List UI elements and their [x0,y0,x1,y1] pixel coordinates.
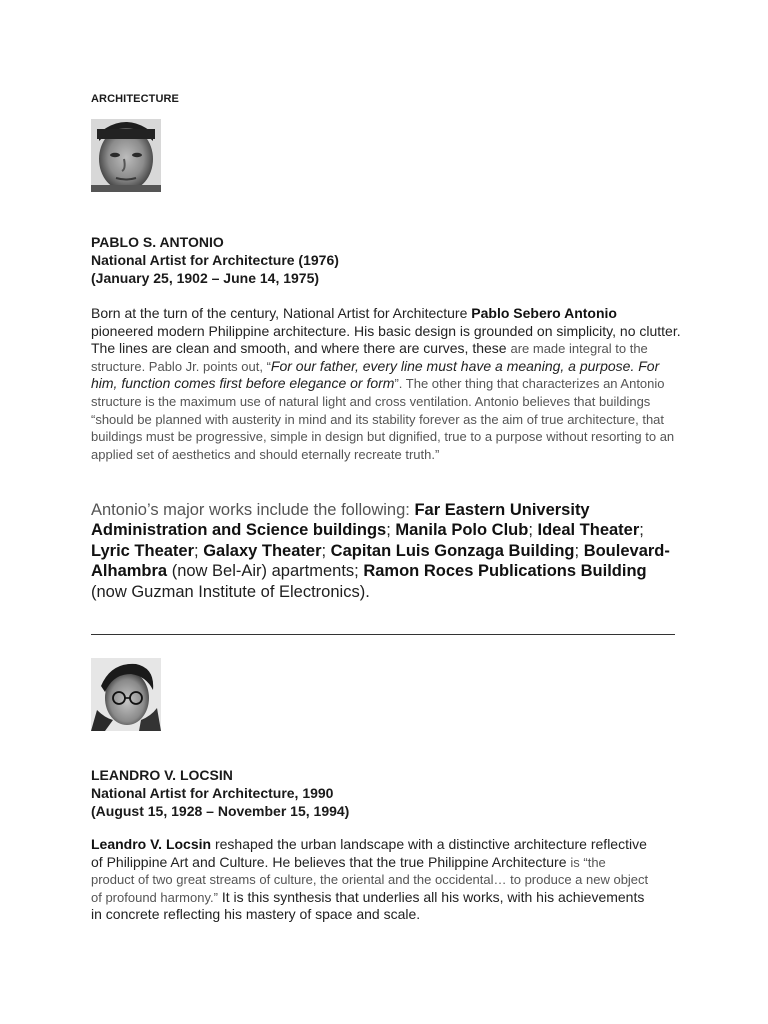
artist2-bio [91,836,651,924]
bio-name-bold: Leandro V. Locsin [91,836,212,852]
work-item: Galaxy Theater [203,541,322,560]
artist2-heading [91,766,349,820]
artist1-name: PABLO S. ANTONIO [91,234,224,250]
section-divider [91,634,675,635]
bio-name-bold: Pablo Sebero Antonio [471,305,617,321]
work-item: Ramon Roces Publications Building [363,562,647,581]
artist2-title: National Artist for Architecture, 1990 [91,785,334,801]
bio-text-light: ”. [394,376,406,392]
artist1-bio [91,305,683,463]
work-note: (now Bel-Air) apartments; [167,562,364,581]
bio-quote-light: is “the product of two great streams of culture, the oriental and the occidental… to produce a new object of profound harmony.” [91,854,649,905]
works-intro: Antonio’s major works include the following: [91,501,415,519]
bio-text: pioneered modern Philippine architecture. His basic design is grounded on simplicity, no clutter. The lines are clean and smooth, and where there are curves, these [91,322,681,357]
portrait-pablo-antonio [91,119,161,192]
work-item: Ideal Theater [537,521,640,540]
work-item: Far Eastern University Administration and Science buildings [91,501,590,540]
separator: ; [528,521,538,540]
artist2-name: LEANDRO V. LOCSIN [91,767,233,783]
separator: ; [386,521,396,540]
separator: ; [194,541,204,560]
separator: ; [574,541,584,560]
section-label: ARCHITECTURE [91,93,179,105]
bio-text-light: The other thing that characterizes an Antonio structure is the maximum use of natural light and cross ventilation. Antonio believes that buildings “should be planned with austerity in mind and its stability forever as the aim of true architecture, that buildings must be progressive, simple in design but dignified, true to a purpose without resorting to an applied set of aesthetics and should eternally recreate truth.” [91,376,675,462]
work-item: Lyric Theater [91,541,195,560]
artist2-dates: (August 15, 1928 – November 15, 1994) [91,803,350,819]
bio-text: Born at the turn of the century, National Artist for Architecture [91,305,472,321]
bio-text: It is this synthesis that underlies all his works, with his achievements in concrete reflecting his mastery of space and scale. [91,888,645,923]
work-item: Capitan Luis Gonzaga Building [330,541,575,560]
work-note: (now Guzman Institute of Electronics). [91,582,370,601]
work-item: Boulevard-Alhambra [91,541,670,581]
artist1-title: National Artist for Architecture (1976) [91,252,339,268]
portrait-leandro-locsin [91,658,161,731]
work-item: Manila Polo Club [395,521,529,540]
artist1-heading [91,233,339,287]
separator: ; [321,541,331,560]
artist1-dates: (January 25, 1902 – June 14, 1975) [91,270,320,286]
bio-text-light: are made integral to the structure. Pablo Jr. points out, “ [91,341,648,374]
bio-text: reshaped the urban landscape with a distinctive architecture reflective of Philippine Art and Culture. He believes that the true Philippine Architecture [91,836,647,870]
artist1-major-works [91,500,681,602]
bio-quote-italic: For our father, every line must have a meaning, a purpose. For him, function comes first before elegance or form [91,357,660,392]
separator: ; [639,521,644,540]
